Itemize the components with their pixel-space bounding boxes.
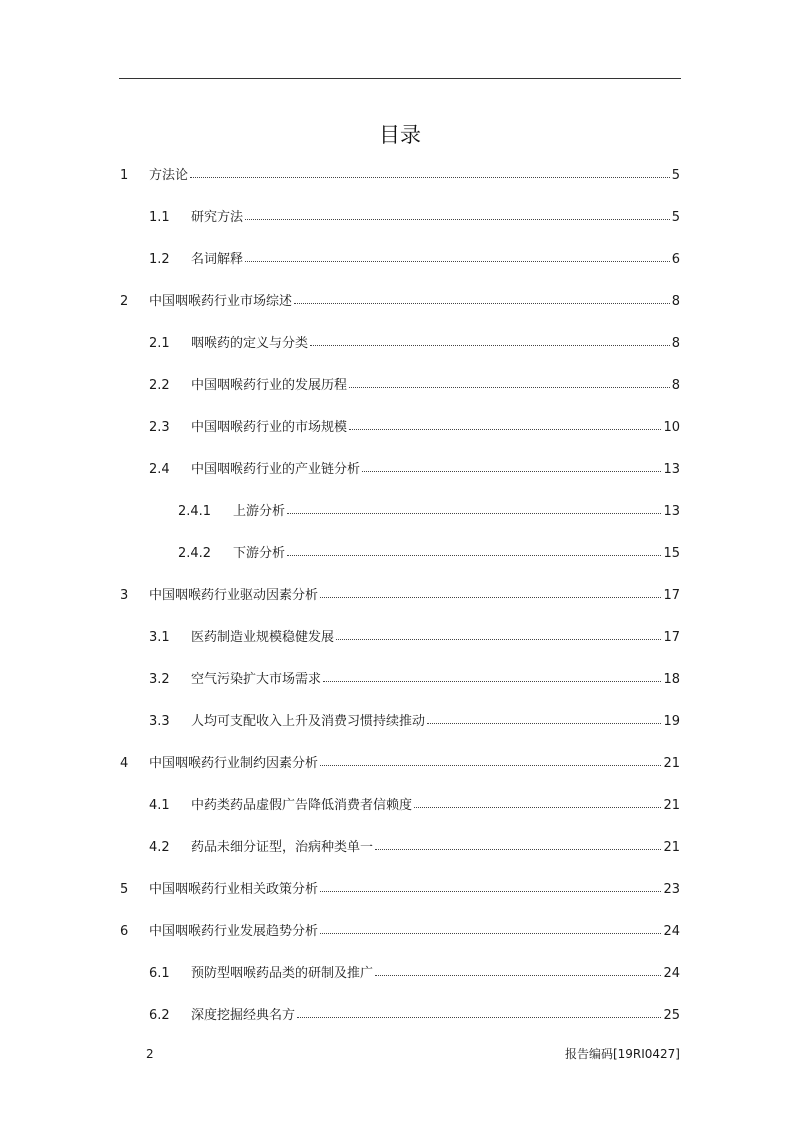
- toc-dot-leader: [375, 838, 661, 850]
- toc-entry-title: 中国咽喉药行业驱动因素分析: [149, 588, 319, 603]
- toc-dot-leader: [190, 166, 670, 178]
- toc-entry[interactable]: [149, 334, 680, 354]
- toc-entry[interactable]: [120, 166, 680, 186]
- toc-dot-leader: [323, 670, 661, 682]
- toc-entry-page: 8: [671, 294, 680, 309]
- toc-entry[interactable]: [178, 502, 680, 522]
- toc-entry[interactable]: [120, 880, 680, 900]
- toc-dot-leader: [297, 1006, 661, 1018]
- toc-entry-number: 2: [120, 294, 129, 309]
- toc-entry-page: 21: [663, 840, 680, 855]
- toc-entry[interactable]: [149, 796, 680, 816]
- toc-entry-page: 5: [671, 168, 680, 183]
- toc-dot-leader: [320, 754, 661, 766]
- toc-entry-title: 中国咽喉药行业制约因素分析: [149, 756, 319, 771]
- toc-dot-leader: [320, 880, 661, 892]
- toc-entry[interactable]: [120, 922, 680, 942]
- toc-entry-number: 3.1: [149, 630, 170, 645]
- toc-entry-page: 8: [671, 336, 680, 351]
- toc-entry-page: 8: [671, 378, 680, 393]
- toc-entry-page: 10: [663, 420, 680, 435]
- toc-dot-leader: [287, 544, 661, 556]
- toc-entry-page: 17: [663, 630, 680, 645]
- toc-entry-title: 空气污染扩大市场需求: [191, 672, 322, 687]
- toc-entry-page: 13: [663, 462, 680, 477]
- toc-entry-page: 6: [671, 252, 680, 267]
- toc-entry-number: 4.2: [149, 840, 170, 855]
- toc-entry-page: 18: [663, 672, 680, 687]
- toc-entry-page: 21: [663, 798, 680, 813]
- toc-entry-number: 2.4.2: [178, 546, 212, 561]
- toc-entry[interactable]: [149, 670, 680, 690]
- footer-page-number: 2: [146, 1047, 154, 1061]
- toc-dot-leader: [362, 460, 661, 472]
- toc-dot-leader: [287, 502, 661, 514]
- toc-dot-leader: [320, 922, 661, 934]
- toc-entry[interactable]: [120, 586, 680, 606]
- toc-entry[interactable]: [149, 838, 680, 858]
- toc-entry-page: 24: [663, 966, 680, 981]
- toc-entry[interactable]: [149, 376, 680, 396]
- toc-entry-number: 2.4: [149, 462, 170, 477]
- toc-entry-number: 3: [120, 588, 129, 603]
- toc-entry-number: 2.4.1: [178, 504, 212, 519]
- toc-entry-number: 4: [120, 756, 129, 771]
- toc-entry-page: 21: [663, 756, 680, 771]
- toc-dot-leader: [310, 334, 670, 346]
- toc-entry-title: 中国咽喉药行业市场综述: [149, 294, 293, 309]
- toc-entry-title: 中国咽喉药行业的发展历程: [191, 378, 348, 393]
- toc-entry[interactable]: [178, 544, 680, 564]
- toc-entry-title: 预防型咽喉药品类的研制及推广: [191, 966, 374, 981]
- toc-dot-leader: [349, 376, 670, 388]
- toc-entry-number: 6.1: [149, 966, 170, 981]
- toc-entry-title: 中国咽喉药行业相关政策分析: [149, 882, 319, 897]
- toc-entry[interactable]: [149, 250, 680, 270]
- toc-entry-number: 2.3: [149, 420, 170, 435]
- toc-entry-number: 1.2: [149, 252, 170, 267]
- toc-entry-number: 6.2: [149, 1008, 170, 1023]
- toc-entry-page: 19: [663, 714, 680, 729]
- toc-entry-number: 3.2: [149, 672, 170, 687]
- toc-title: 目录: [379, 123, 421, 147]
- toc-entry-page: 13: [663, 504, 680, 519]
- toc-entry[interactable]: [149, 418, 680, 438]
- toc-entry-number: 2.1: [149, 336, 170, 351]
- toc-dot-leader: [349, 418, 661, 430]
- toc-entry-title: 咽喉药的定义与分类: [191, 336, 309, 351]
- toc-entry-page: 25: [663, 1008, 680, 1023]
- toc-entry-number: 3.3: [149, 714, 170, 729]
- toc-entry-title: 研究方法: [191, 210, 244, 225]
- toc-entry[interactable]: [149, 208, 680, 228]
- toc-entry-number: 5: [120, 882, 129, 897]
- toc-entry-title: 药品未细分证型，治病种类单一: [191, 840, 374, 855]
- footer-report-code: 报告编码[19RI0427]: [564, 1047, 680, 1061]
- toc-entry-page: 24: [663, 924, 680, 939]
- toc-dot-leader: [375, 964, 661, 976]
- toc-entry-number: 6: [120, 924, 129, 939]
- toc-entry-title: 中药类药品虚假广告降低消费者信赖度: [191, 798, 413, 813]
- toc-dot-leader: [245, 250, 670, 262]
- toc-entry[interactable]: [120, 292, 680, 312]
- toc-entry-title: 人均可支配收入上升及消费习惯持续推动: [191, 714, 426, 729]
- toc-entry[interactable]: [149, 460, 680, 480]
- toc-dot-leader: [414, 796, 661, 808]
- toc-entry-title: 医药制造业规模稳健发展: [191, 630, 335, 645]
- toc-entry[interactable]: [149, 964, 680, 984]
- toc-entry-title: 下游分析: [233, 546, 286, 561]
- toc-entry-title: 中国咽喉药行业的市场规模: [191, 420, 348, 435]
- toc-entry[interactable]: [149, 712, 680, 732]
- toc-entry-page: 5: [671, 210, 680, 225]
- toc-entry-number: 4.1: [149, 798, 170, 813]
- toc-entry-title: 中国咽喉药行业发展趋势分析: [149, 924, 319, 939]
- toc-entry-page: 15: [663, 546, 680, 561]
- toc-dot-leader: [427, 712, 661, 724]
- toc-entry-title: 名词解释: [191, 252, 244, 267]
- toc-dot-leader: [245, 208, 670, 220]
- toc-entry-title: 上游分析: [233, 504, 286, 519]
- toc-entry-title: 中国咽喉药行业的产业链分析: [191, 462, 361, 477]
- toc-entry[interactable]: [149, 1006, 680, 1026]
- header-rule: [119, 78, 681, 79]
- toc-entry-title: 深度挖掘经典名方: [191, 1008, 296, 1023]
- toc-dot-leader: [294, 292, 670, 304]
- toc-dot-leader: [336, 628, 661, 640]
- toc-entry-number: 1: [120, 168, 129, 183]
- toc-entry[interactable]: [149, 628, 680, 648]
- toc-entry-number: 1.1: [149, 210, 170, 225]
- toc-entry-title: 方法论: [149, 168, 189, 183]
- toc-entry-number: 2.2: [149, 378, 170, 393]
- toc-entry-page: 23: [663, 882, 680, 897]
- toc-dot-leader: [320, 586, 661, 598]
- toc-entry[interactable]: [120, 754, 680, 774]
- toc-entry-page: 17: [663, 588, 680, 603]
